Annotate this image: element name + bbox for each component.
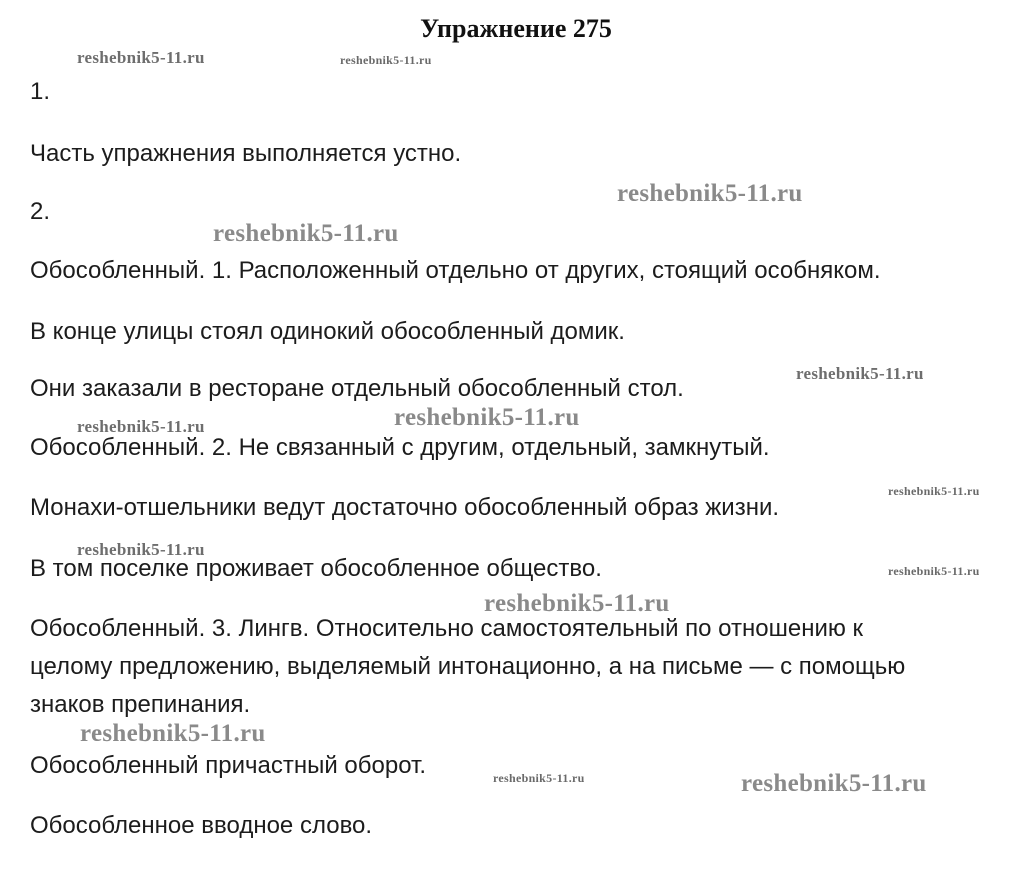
watermark: reshebnik5-11.ru: [493, 771, 585, 785]
watermark: reshebnik5-11.ru: [617, 180, 803, 207]
watermark: reshebnik5-11.ru: [394, 404, 580, 431]
example-line: В конце улицы стоял одинокий обособленный домик.: [30, 318, 625, 345]
item-number-2: 2.: [30, 198, 51, 225]
watermark: reshebnik5-11.ru: [888, 564, 980, 578]
watermark: reshebnik5-11.ru: [77, 48, 205, 67]
definition-line: Обособленный. 3. Лингв. Относительно самостоятельный по отношению к: [30, 615, 864, 642]
example-line: Обособленный причастный оборот.: [30, 752, 427, 779]
definition-line: целому предложению, выделяемый интонационно, а на письме — с помощью: [30, 653, 906, 680]
example-line: Они заказали в ресторане отдельный обособленный стол.: [30, 375, 684, 402]
definition-line: знаков препинания.: [30, 691, 251, 718]
watermark: reshebnik5-11.ru: [80, 720, 266, 747]
example-line: В том поселке проживает обособленное общество.: [30, 555, 602, 582]
watermark: reshebnik5-11.ru: [484, 590, 670, 617]
watermark: reshebnik5-11.ru: [213, 220, 399, 247]
example-line: Обособленное вводное слово.: [30, 812, 373, 839]
exercise-title: Упражнение 275: [420, 14, 612, 43]
definition-line: Обособленный. 1. Расположенный отдельно от других, стоящий особняком.: [30, 257, 881, 284]
watermark: reshebnik5-11.ru: [340, 53, 432, 67]
watermark: reshebnik5-11.ru: [741, 770, 927, 797]
watermark: reshebnik5-11.ru: [888, 484, 980, 498]
text-line: Часть упражнения выполняется устно.: [30, 140, 462, 167]
item-number-1: 1.: [30, 78, 51, 105]
watermark: reshebnik5-11.ru: [796, 364, 924, 383]
definition-line: Обособленный. 2. Не связанный с другим, отдельный, замкнутый.: [30, 434, 770, 461]
watermark: reshebnik5-11.ru: [77, 417, 205, 436]
watermark: reshebnik5-11.ru: [77, 540, 205, 559]
example-line: Монахи-отшельники ведут достаточно обособленный образ жизни.: [30, 494, 780, 521]
